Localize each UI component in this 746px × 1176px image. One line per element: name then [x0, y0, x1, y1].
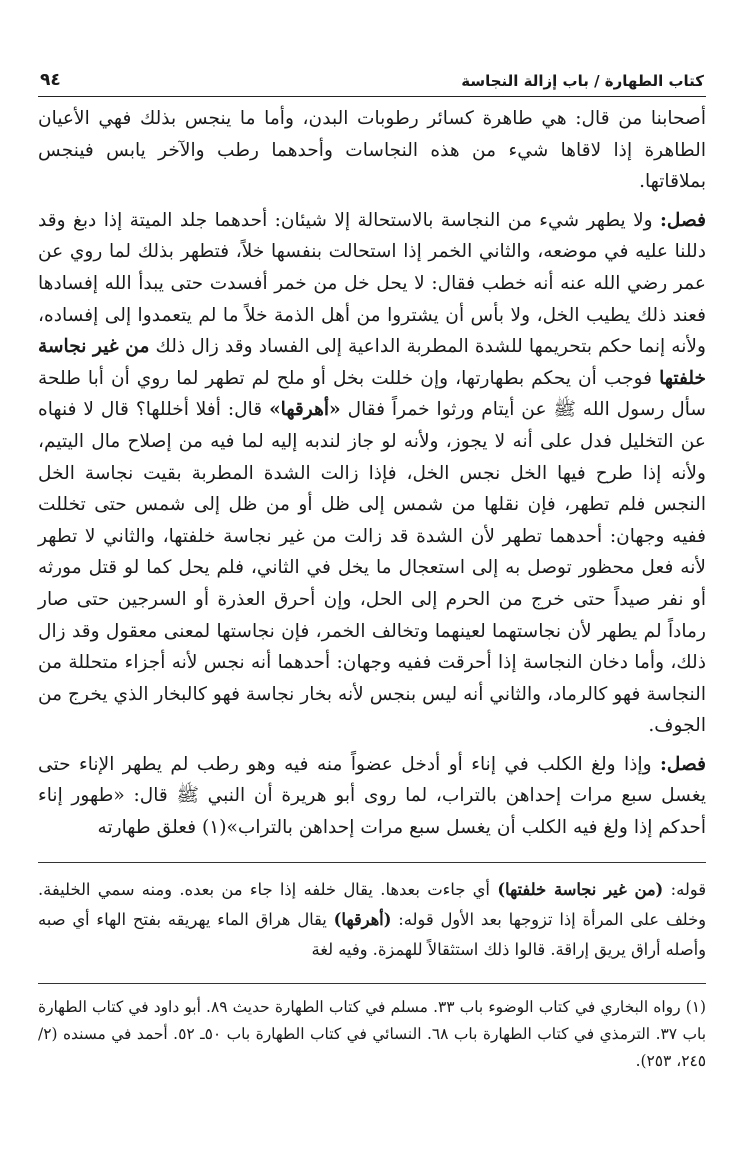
header-rule	[38, 96, 706, 97]
page-header	[38, 70, 706, 96]
paragraph-text: أصحابنا من قال: هي طاهرة كسائر رطوبات البدن، وأما ما ينجس بذلك فهي الأعيان الطاهرة إذا لاقاها شيء من هذه النجاسات وأحدهما رطب والآخر يابس فينجس بملاقاتها.	[38, 108, 706, 193]
commentary-rule	[38, 862, 706, 863]
paragraph-text: فوجب أن يحكم بطهارتها، وإن خللت بخل أو ملح لم تطهر لما روي أن أبا طلحة سأل رسول الله ﷺ عن أيتام ورثوا خمراً فقال	[38, 367, 706, 421]
book-page	[38, 70, 706, 1075]
footnote-reference: (١)	[202, 817, 227, 839]
running-head: كتاب الطهارة / باب إزالة النجاسة	[461, 72, 704, 90]
commentary-text: يقال هراق الماء يهريقه بفتح الهاء أي صبه وأصله أراق يريق إراقة. قالوا ذلك استثقالاً للهمزة. وفيه لغة	[38, 909, 706, 959]
section-marker: فصل:	[660, 753, 706, 775]
commentary-text: قوله:	[663, 879, 706, 899]
footnote-rule	[38, 983, 706, 984]
paragraph-3	[38, 749, 706, 844]
commentary-paragraph	[38, 875, 706, 965]
main-text	[38, 103, 706, 844]
commentary-term: (أهرقها)	[333, 909, 392, 929]
paragraph-text: وإذا ولغ الكلب في إناء أو أدخل عضواً منه فيه وهو رطب لم يطهر الإناء حتى يغسل سبع مرات إحداهن بالتراب، لما روى أبو هريرة أن النبي ﷺ قال: «طهور إناء أحدكم إذا ولغ فيه الكلب أن يغسل سبع مرات إحداهن بالتراب»	[38, 753, 706, 839]
highlighted-term: «أهرقها»	[269, 399, 341, 421]
highlighted-term: من غير نجاسة خلفتها	[38, 336, 706, 389]
footnotes-section	[38, 994, 706, 1075]
page-number: ٩٤	[40, 70, 61, 90]
paragraph-1	[38, 103, 706, 198]
paragraph-text: فعلق طهارته	[97, 817, 202, 839]
paragraph-text: قال: أفلا أخللها؟ قال لا فنهاه عن التخليل فدل على أنه لا يجوز، ولأنه لو جاز لندبه إليه لما فيه من إصلاح مال اليتيم، ولأنه إذا طرح فيها الخل نجس الخل، فإذا زالت الشدة المطربة بقيت نجاسة الخل النجس فلم تطهر، فإن نقلها من شمس إلى ظل أو من ظل إلى شمس حتى تخللت ففيه وجهان: أحدهما تطهر لأن الشدة قد زالت من غير نجاسة خلفتها، والثاني لا تطهر لأنه فعل محظور توصل به إلى استعجال ما يخل في الثاني، فلم يحل كما لو قتل مورثه أو نفر صيداً حتى خرج من الحرم إلى الحل، وإن أحرق العذرة أو السرجين حتى صار رماداً لم يطهر لأن نجاستهما لعينهما وتخالف الخمر، فإن نجاستها لمعنى معقول وقد زال ذلك، وأما دخان النجاسة إذا أحرقت ففيه وجهان: أحدهما أنه نجس لأنه أجزاء متحللة من النجاسة فهو كالرماد، والثاني أنه ليس بنجس لأنه بخار نجاسة فهو كالبخار الذي يخرج من الجوف.	[38, 399, 706, 737]
paragraph-2	[38, 205, 706, 742]
commentary-term: (من غير نجاسة خلفتها)	[497, 879, 664, 899]
section-marker: فصل:	[660, 209, 706, 231]
commentary-section	[38, 875, 706, 965]
commentary-text: أي جاءت بعدها. يقال خلفه إذا جاء من بعده. ومنه سمي الخليفة. وخلف على المرأة إذا تزوجها بعد الأول قوله:	[38, 879, 706, 929]
paragraph-text: ولا يطهر شيء من النجاسة بالاستحالة إلا شيئان: أحدهما جلد الميتة إذا دبغ وقد دللنا عليه في موضعه، والثاني الخمر إذا استحالت بنفسها خلاً، فتطهر بذلك لما روي عن عمر رضي الله عنه أنه خطب فقال: لا يحل خل من خمر أفسدت حتى يبدأ الله إفسادها فعند ذلك يطيب الخل، ولا بأس أن يشتروا من أهل الذمة خلاً ما لم يتعمدوا إلى إفساده، ولأنه إنما حكم بتحريمها للشدة المطربة الداعية إلى الفساد وقد زال ذلك	[38, 209, 706, 358]
footnote-1: (١) رواه البخاري في كتاب الوضوء باب ٣٣. مسلم في كتاب الطهارة حديث ٨٩. أبو داود في كتاب الطهارة باب ٣٧. الترمذي في كتاب الطهارة باب ٦٨. النسائي في كتاب الطهارة باب ٥٠ـ ٥٢. أحمد في مسنده (٢/ ٢٤٥، ٢٥٣).	[38, 997, 706, 1070]
